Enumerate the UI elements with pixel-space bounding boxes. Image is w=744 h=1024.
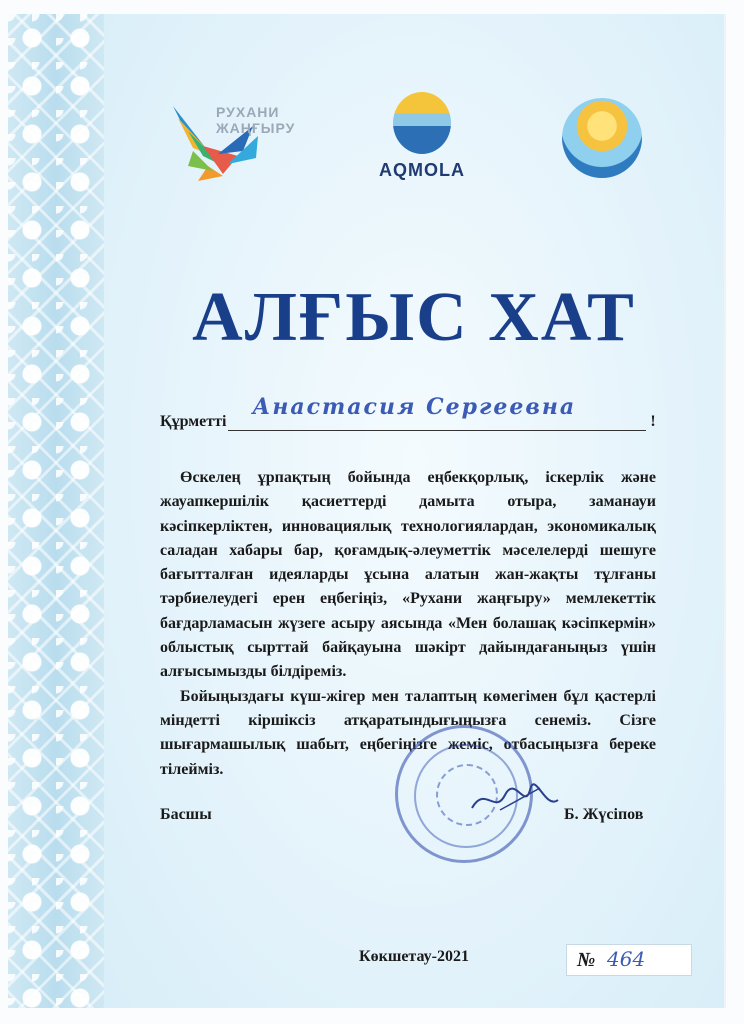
name-line [228,394,646,431]
salutation-prefix: Құрметті [160,413,227,430]
city-year: Көкшетау-2021 [359,948,469,965]
page-edge [724,14,726,1008]
document-number-box [566,944,692,976]
ruhani-zhangyru-logo [168,96,318,186]
handwritten-name: Анастасия Сергеевна [252,394,577,420]
body-paragraph-1: Өскелең ұрпақтың бойында еңбекқорлық, іскерлік және жауапкершілік қасиеттерді дамыта отыра, заманауи кәсіпкерліктен, инновациялық технологиялардан, экономикалық саладан хабары бар, қоғамдық-әлеуметтік мәселелерді шешуге бағытталған идеяларды ұсына алатын жан-жақты тұлғаны тәрбиелеудегі ерен еңбегіңіз, «Рухани жаңғыру» мемлекеттік бағдарламасын жүзеге асыру аясында «Мен болашақ кәсіпкермін» облыстық сырттай байқауына шәкірт дайындағаныңыз үшін алғысымызды білдіреміз. [160,469,656,681]
ruhani-text-line2: ЖАҢҒЫРУ [216,120,296,136]
certificate-title: АЛҒЫС ХАТ [192,279,636,356]
signatory-title: Басшы [160,806,212,823]
aqmola-logo [372,92,472,187]
handwritten-signature [470,780,560,820]
document-number: 464 [607,947,646,971]
education-department-emblem-icon [562,98,642,178]
certificate-body [160,466,656,782]
number-symbol: № [577,949,596,971]
salutation [160,394,656,431]
aqmola-logo-text: AQMOLA [379,160,465,180]
signatory-name: Б. Жүсіпов [564,806,644,823]
salutation-suffix: ! [650,413,656,430]
ruhani-text-line1: РУХАНИ [216,104,280,120]
ornamental-border [8,14,104,1008]
aqmola-emblem-icon [393,92,451,154]
body-paragraph-2: Бойыңыздағы күш-жігер мен талаптың көмегімен бұл қастерлі міндетті кіршіксіз атқаратындығыңызға сенеміз. Сізге шығармашылық шабыт, еңбегіңізге жеміс, отбасыңызға береке тілейміз. [160,687,656,778]
